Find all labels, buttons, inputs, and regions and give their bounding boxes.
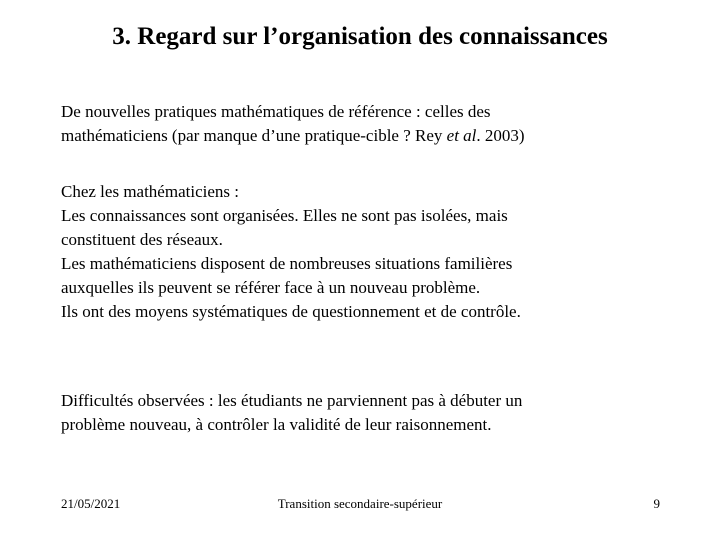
intro-line-1: De nouvelles pratiques mathématiques de référence : celles des: [61, 102, 491, 121]
footer-title: Transition secondaire-supérieur: [277, 496, 443, 511]
difficulties-line-1: Difficultés observées : les étudiants ne parviennent pas à débuter un: [61, 391, 523, 410]
intro-line-2-end: . 2003): [476, 126, 525, 145]
intro-line-2: [61, 124, 641, 148]
difficulties-paragraph: [61, 389, 641, 437]
intro-line-2-start: mathématiciens (par manque d’une pratique-cible ? Rey: [61, 126, 447, 145]
page-number: 9: [653, 496, 660, 511]
mathematicians-line-2: Les connaissances sont organisées. Elles ne sont pas isolées, mais: [61, 206, 508, 225]
mathematicians-line-3: constituent des réseaux.: [61, 230, 223, 249]
difficulties-line-2: problème nouveau, à contrôler la validité de leur raisonnement.: [61, 415, 492, 434]
slide-title: 3. Regard sur l’organisation des connaissances: [112, 23, 608, 50]
mathematicians-line-4: Les mathématiciens disposent de nombreuses situations familières: [61, 254, 513, 273]
footer-date: 21/05/2021: [61, 496, 121, 511]
mathematicians-line-5: auxquelles ils peuvent se référer face à un nouveau problème.: [61, 278, 481, 297]
mathematicians-line-1: Chez les mathématiciens :: [61, 182, 239, 201]
intro-paragraph: [61, 100, 641, 148]
mathematicians-paragraph: [61, 180, 641, 324]
citation-et-al: et al: [446, 126, 477, 145]
mathematicians-line-6: Ils ont des moyens systématiques de questionnement et de contrôle.: [61, 302, 521, 321]
